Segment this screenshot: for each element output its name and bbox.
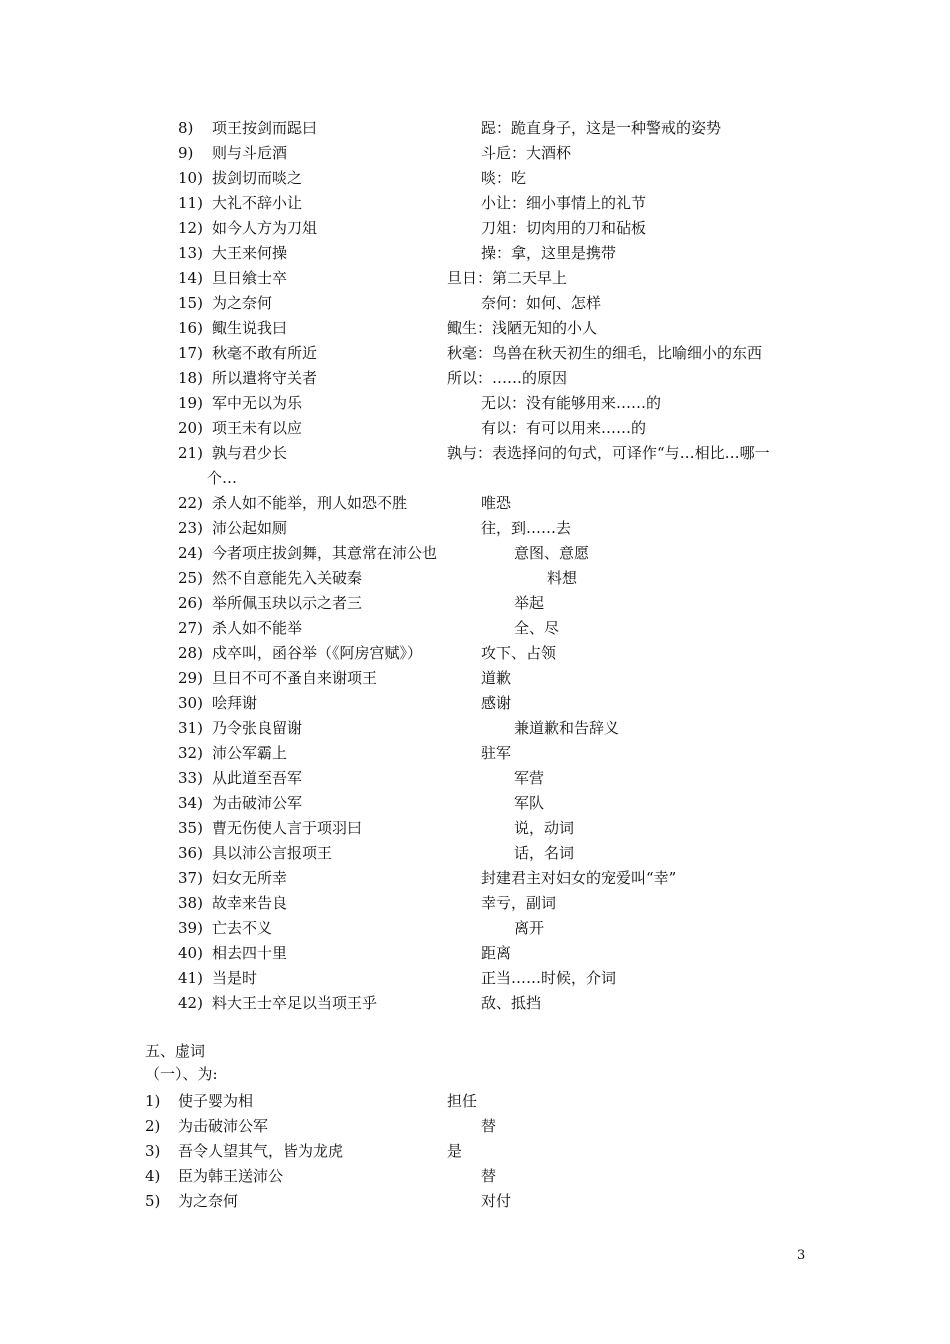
item-text: 哙拜谢 — [212, 694, 258, 712]
item-number: 4) — [145, 1167, 161, 1185]
list-item — [0, 616, 950, 640]
list-item — [0, 491, 950, 515]
item-gloss: 担任 — [447, 1092, 478, 1110]
list-item — [0, 941, 950, 965]
list-item — [0, 741, 950, 765]
item-gloss: 鲰生：浅陋无知的小人 — [447, 319, 598, 337]
item-number: 21) — [178, 444, 203, 462]
item-text: 大礼不辞小让 — [212, 194, 303, 212]
item-text: 为之奈何 — [178, 1192, 239, 1210]
item-gloss: 唯恐 — [481, 494, 512, 512]
item-number: 32) — [178, 744, 203, 762]
list-item — [0, 366, 950, 390]
subsection-heading: （一）、为: — [145, 1065, 218, 1083]
item-number: 24) — [178, 544, 203, 562]
item-text: 项王按剑而跽曰 — [212, 119, 318, 137]
item-text: 项王未有以应 — [212, 419, 303, 437]
item-text: 然不自意能先入关破秦 — [212, 569, 363, 587]
item-text: 杀人如不能举 — [212, 619, 303, 637]
item-number: 27) — [178, 619, 203, 637]
item-text: 相去四十里 — [212, 944, 288, 962]
item-gloss: 敌、抵挡 — [481, 994, 542, 1012]
item-gloss: 封建君主对妇女的宠爱叫“幸” — [481, 869, 677, 887]
item-gloss: 往，到……去 — [481, 519, 572, 537]
item-number: 13) — [178, 244, 203, 262]
list-item — [0, 641, 950, 665]
item-number: 23) — [178, 519, 203, 537]
item-gloss: 替 — [481, 1167, 497, 1185]
item-text: 亡去不义 — [212, 919, 273, 937]
list-item — [0, 166, 950, 190]
item-text: 军中无以为乐 — [212, 394, 303, 412]
list-item — [0, 516, 950, 540]
list-item — [0, 666, 950, 690]
list-item — [0, 116, 950, 140]
item-gloss: 说，动词 — [514, 819, 575, 837]
item-gloss: 料想 — [547, 569, 578, 587]
item-gloss: 驻军 — [481, 744, 512, 762]
item-number: 17) — [178, 344, 203, 362]
section-heading: 五、虚词 — [145, 1042, 206, 1060]
item-gloss: 攻下、占领 — [481, 644, 557, 662]
item-number: 38) — [178, 894, 203, 912]
item-text: 乃令张良留谢 — [212, 719, 303, 737]
item-gloss: 离开 — [514, 919, 545, 937]
list-item — [0, 141, 950, 165]
list-item — [0, 891, 950, 915]
item-text: 为击破沛公军 — [178, 1117, 269, 1135]
item-gloss: 替 — [481, 1117, 497, 1135]
item-number: 34) — [178, 794, 203, 812]
item-gloss: 意图、意愿 — [514, 544, 590, 562]
list-item — [0, 191, 950, 215]
item-gloss: 无以：没有能够用来……的 — [481, 394, 662, 412]
item-text: 料大王士卒足以当项王乎 — [212, 994, 378, 1012]
item-text: 具以沛公言报项王 — [212, 844, 333, 862]
item-gloss: 举起 — [514, 594, 545, 612]
item-number: 25) — [178, 569, 203, 587]
list-item — [0, 441, 950, 465]
item-text: 则与斗卮酒 — [212, 144, 288, 162]
item-number: 36) — [178, 844, 203, 862]
item-text: 旦日不可不蚤自来谢项王 — [212, 669, 378, 687]
item-text: 鲰生说我曰 — [212, 319, 288, 337]
item-gloss: 跽：跪直身子，这是一种警戒的姿势 — [481, 119, 722, 137]
item-text: 为之奈何 — [212, 294, 273, 312]
item-gloss: 话，名词 — [514, 844, 575, 862]
list-item — [0, 591, 950, 615]
list-item — [0, 766, 950, 790]
item-gloss: 秋毫：鸟兽在秋天初生的细毛，比喻细小的东西 — [447, 344, 763, 362]
item-number: 1) — [145, 1092, 161, 1110]
list-item — [0, 341, 950, 365]
item-gloss: 操：拿，这里是携带 — [481, 244, 617, 262]
list-item — [0, 241, 950, 265]
list-item — [0, 816, 950, 840]
item-text: 所以遣将守关者 — [212, 369, 318, 387]
item-gloss: 旦日：第二天早上 — [447, 269, 568, 287]
item-number: 35) — [178, 819, 203, 837]
item-number: 33) — [178, 769, 203, 787]
list-item — [0, 1164, 950, 1188]
item-number: 18) — [178, 369, 203, 387]
list-item — [0, 866, 950, 890]
item-text: 妇女无所幸 — [212, 869, 288, 887]
item-text: 杀人如不能举，刑人如恐不胜 — [212, 494, 408, 512]
item-text: 当是时 — [212, 969, 258, 987]
item-text: 从此道至吾军 — [212, 769, 303, 787]
item-text: 拔剑切而啖之 — [212, 169, 303, 187]
item-number: 40) — [178, 944, 203, 962]
item-gloss: 道歉 — [481, 669, 512, 687]
item-text: 今者项庄拔剑舞，其意常在沛公也 — [212, 544, 438, 562]
list-item — [0, 216, 950, 240]
item-number: 31) — [178, 719, 203, 737]
item-number: 3) — [145, 1142, 161, 1160]
item-text: 沛公军霸上 — [212, 744, 288, 762]
item-number: 22) — [178, 494, 203, 512]
item-gloss: 距离 — [481, 944, 512, 962]
item-text: 故幸来告良 — [212, 894, 288, 912]
list-item — [0, 691, 950, 715]
item-number: 8) — [178, 119, 194, 137]
list-item — [0, 566, 950, 590]
item-number: 20) — [178, 419, 203, 437]
item-text: 孰与君少长 — [212, 444, 288, 462]
list-item — [0, 841, 950, 865]
item-number: 9) — [178, 144, 194, 162]
list-item — [0, 316, 950, 340]
item-gloss: 小让：细小事情上的礼节 — [481, 194, 647, 212]
list-item — [0, 291, 950, 315]
list-item — [0, 391, 950, 415]
item-number: 2) — [145, 1117, 161, 1135]
item-number: 11) — [178, 194, 203, 212]
list-item — [0, 991, 950, 1015]
item-gloss: 孰与：表选择问的句式，可译作“与…相比…哪一 — [447, 444, 770, 462]
list-item — [0, 966, 950, 990]
item-text: 使子婴为相 — [178, 1092, 254, 1110]
item-number: 10) — [178, 169, 203, 187]
list-item — [0, 716, 950, 740]
list-item — [0, 1189, 950, 1213]
item-text: 旦日飨士卒 — [212, 269, 288, 287]
item-text: 曹无伤使人言于项羽曰 — [212, 819, 363, 837]
list-item — [0, 791, 950, 815]
item-number: 16) — [178, 319, 203, 337]
item-number: 42) — [178, 994, 203, 1012]
list-item — [0, 266, 950, 290]
item-gloss: 幸亏，副词 — [481, 894, 557, 912]
item-text: 戍卒叫，函谷举（《阿房宫赋》） — [212, 644, 423, 662]
item-text: 大王来何操 — [212, 244, 288, 262]
item-gloss: 是 — [447, 1142, 463, 1160]
item-gloss: 感谢 — [481, 694, 512, 712]
item-gloss: 正当……时候，介词 — [481, 969, 617, 987]
list-item — [0, 416, 950, 440]
item-number: 26) — [178, 594, 203, 612]
item-gloss: 对付 — [481, 1192, 512, 1210]
item-gloss: 啖：吃 — [481, 169, 527, 187]
item-text: 举所佩玉玦以示之者三 — [212, 594, 363, 612]
item-number: 14) — [178, 269, 203, 287]
item-number: 39) — [178, 919, 203, 937]
item-number: 29) — [178, 669, 203, 687]
item-number: 41) — [178, 969, 203, 987]
item-gloss: 兼道歉和告辞义 — [514, 719, 620, 737]
item-gloss: 军营 — [514, 769, 545, 787]
item-number: 28) — [178, 644, 203, 662]
item-21-continuation: 个… — [207, 469, 238, 487]
item-text: 为击破沛公军 — [212, 794, 303, 812]
list-item — [0, 1139, 950, 1163]
item-number: 15) — [178, 294, 203, 312]
item-gloss: 全、尽 — [514, 619, 560, 637]
item-gloss: 所以：……的原因 — [447, 369, 568, 387]
item-gloss: 有以：有可以用来……的 — [481, 419, 647, 437]
item-text: 秋毫不敢有所近 — [212, 344, 318, 362]
item-gloss: 军队 — [514, 794, 545, 812]
list-item — [0, 541, 950, 565]
item-gloss: 斗卮：大酒杯 — [481, 144, 572, 162]
item-text: 沛公起如厕 — [212, 519, 288, 537]
list-item — [0, 916, 950, 940]
list-item — [0, 1089, 950, 1113]
list-item — [0, 1114, 950, 1138]
item-text: 臣为韩王送沛公 — [178, 1167, 284, 1185]
item-number: 5) — [145, 1192, 161, 1210]
item-number: 30) — [178, 694, 203, 712]
item-number: 37) — [178, 869, 203, 887]
item-number: 12) — [178, 219, 203, 237]
item-number: 19) — [178, 394, 203, 412]
page-number: 3 — [797, 1248, 806, 1263]
item-gloss: 奈何：如何、怎样 — [481, 294, 602, 312]
item-text: 吾令人望其气，皆为龙虎 — [178, 1142, 344, 1160]
item-gloss: 刀俎：切肉用的刀和砧板 — [481, 219, 647, 237]
item-text: 如今人方为刀俎 — [212, 219, 318, 237]
